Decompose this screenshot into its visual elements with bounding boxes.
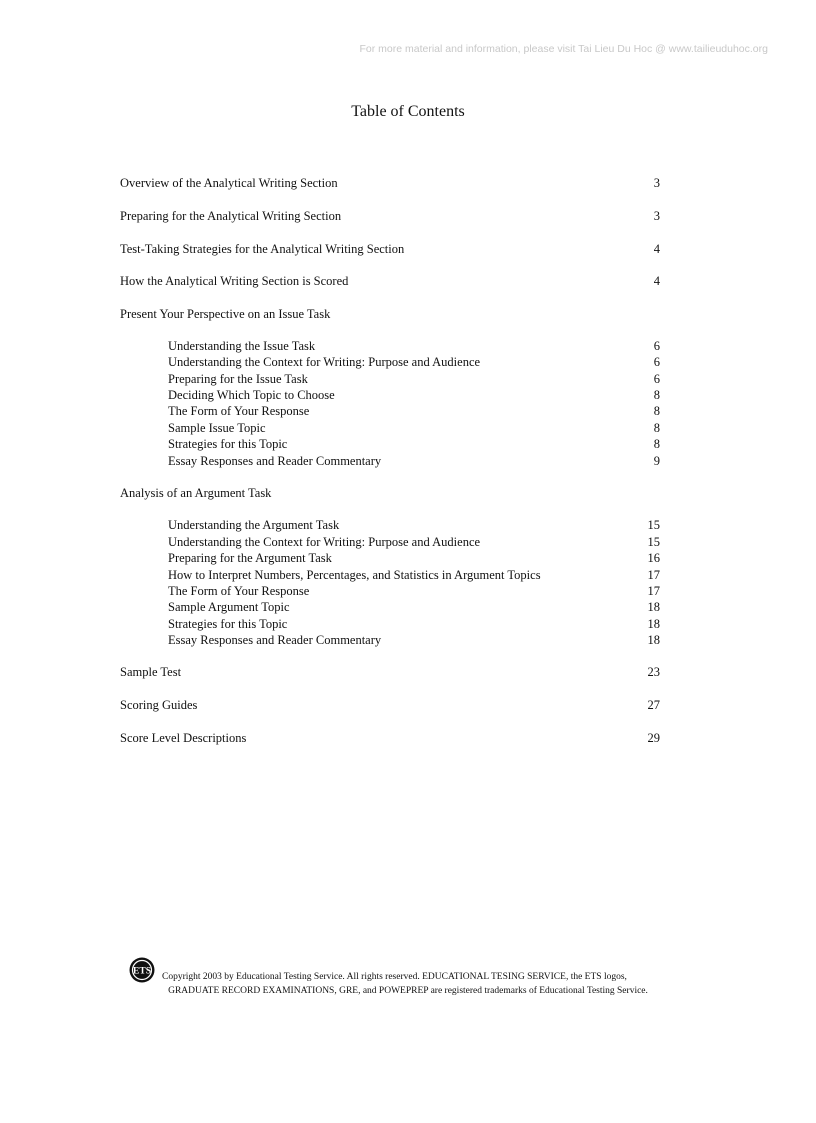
- toc-entry-page: 8: [653, 437, 660, 451]
- toc-entry-page: 18: [647, 633, 660, 647]
- toc-entry-label: Present Your Perspective on an Issue Task: [120, 307, 331, 321]
- toc-entry-overview: [120, 175, 660, 192]
- toc-entry-page: 9: [653, 454, 660, 468]
- toc-entry-page: 27: [647, 698, 660, 712]
- toc-subentry: [168, 436, 660, 453]
- toc-entry-label: Essay Responses and Reader Commentary: [168, 454, 382, 468]
- toc-entry-label: How the Analytical Writing Section is Scored: [120, 274, 349, 288]
- ets-logo-icon: [128, 956, 156, 984]
- copyright-footer: [0, 956, 816, 1016]
- toc-entry-page: 17: [647, 584, 660, 598]
- toc-subentry: [168, 354, 660, 371]
- toc-entry-label: The Form of Your Response: [168, 404, 310, 418]
- toc-entry-label: Overview of the Analytical Writing Section: [120, 176, 338, 190]
- toc-entry-label: Strategies for this Topic: [168, 617, 288, 631]
- toc-entry-label: Understanding the Context for Writing: Purpose and Audience: [168, 355, 481, 369]
- toc-entry-preparing: [120, 208, 660, 225]
- toc-entry-page: 6: [653, 339, 660, 353]
- toc-entry-page: 4: [653, 242, 660, 256]
- toc-entry-label: Sample Test: [120, 665, 182, 679]
- toc-entry-label: Preparing for the Issue Task: [168, 372, 308, 386]
- toc-subentry: [168, 567, 660, 584]
- toc-entry-label: Test-Taking Strategies for the Analytical Writing Section: [120, 242, 405, 256]
- toc-entry-page: 8: [653, 421, 660, 435]
- toc-section-issue: [120, 306, 660, 323]
- toc-entry-page: 18: [647, 617, 660, 631]
- toc-entry-strategies: [120, 241, 660, 258]
- toc-subentry: [168, 517, 660, 534]
- toc-entry-page: 18: [647, 600, 660, 614]
- toc-subentry: [168, 371, 660, 388]
- toc-entry-scoring-guides: [120, 697, 660, 714]
- toc-entry-label: Understanding the Argument Task: [168, 518, 340, 532]
- toc-entry-label: Understanding the Context for Writing: Purpose and Audience: [168, 535, 481, 549]
- toc-entry-page: 17: [647, 568, 660, 582]
- toc-subentry: [168, 599, 660, 616]
- toc-subentry: [168, 387, 660, 404]
- toc-entry-label: Score Level Descriptions: [120, 731, 247, 745]
- toc-entry-page: 29: [647, 731, 660, 745]
- toc-entry-page: 15: [647, 518, 660, 532]
- toc-entry-sample-test: [120, 664, 660, 681]
- toc-entry-label: Understanding the Issue Task: [168, 339, 316, 353]
- toc-entry-page: 8: [653, 404, 660, 418]
- toc-entry-page: 23: [647, 665, 660, 679]
- toc-subentry: [168, 453, 660, 470]
- toc-entry-label: Sample Issue Topic: [168, 421, 266, 435]
- toc-entry-page: 16: [647, 551, 660, 565]
- watermark: For more material and information, please visit Tai Lieu Du Hoc @ www.tailieuduhoc.org: [359, 43, 768, 55]
- toc-entry-page: 15: [647, 535, 660, 549]
- copyright-line-2: GRADUATE RECORD EXAMINATIONS, GRE, and POWEPREP are registered trademarks of Educational Testing Service.: [168, 986, 648, 996]
- toc-entry-score-levels: [120, 730, 660, 747]
- toc-subentry: [168, 534, 660, 551]
- toc-entry-label: Strategies for this Topic: [168, 437, 288, 451]
- toc-subentry: [168, 583, 660, 600]
- toc-entry-page: 4: [653, 274, 660, 288]
- toc-entry-label: Sample Argument Topic: [168, 600, 290, 614]
- toc-entry-label: How to Interpret Numbers, Percentages, and Statistics in Argument Topics: [168, 568, 541, 582]
- toc-entry-label: Preparing for the Analytical Writing Section: [120, 209, 342, 223]
- svg-text:ETS: ETS: [133, 966, 151, 977]
- toc-subentry: [168, 616, 660, 633]
- toc-entry-label: Preparing for the Argument Task: [168, 551, 332, 565]
- toc-entry-label: Scoring Guides: [120, 698, 198, 712]
- toc-entry-page: 3: [653, 209, 660, 223]
- toc-entry-page: 6: [653, 355, 660, 369]
- toc-entry-scoring: [120, 273, 660, 290]
- page-title: Table of Contents: [351, 103, 465, 120]
- toc-section-argument: [120, 485, 660, 502]
- toc-entry-label: Deciding Which Topic to Choose: [168, 388, 335, 402]
- toc-entry-label: Essay Responses and Reader Commentary: [168, 633, 382, 647]
- toc-entry-label: The Form of Your Response: [168, 584, 310, 598]
- toc-subentry: [168, 403, 660, 420]
- toc-entry-page: 6: [653, 372, 660, 386]
- toc-entry-page: 3: [653, 176, 660, 190]
- toc-entry-page: 8: [653, 388, 660, 402]
- toc-subentry: [168, 338, 660, 355]
- toc-subentry: [168, 420, 660, 437]
- toc-entry-label: Analysis of an Argument Task: [120, 486, 272, 500]
- toc-subentry: [168, 632, 660, 649]
- toc-subentry: [168, 550, 660, 567]
- copyright-line-1: Copyright 2003 by Educational Testing Service. All rights reserved. EDUCATIONAL TESING SERVICE, the ETS logos,: [162, 972, 627, 982]
